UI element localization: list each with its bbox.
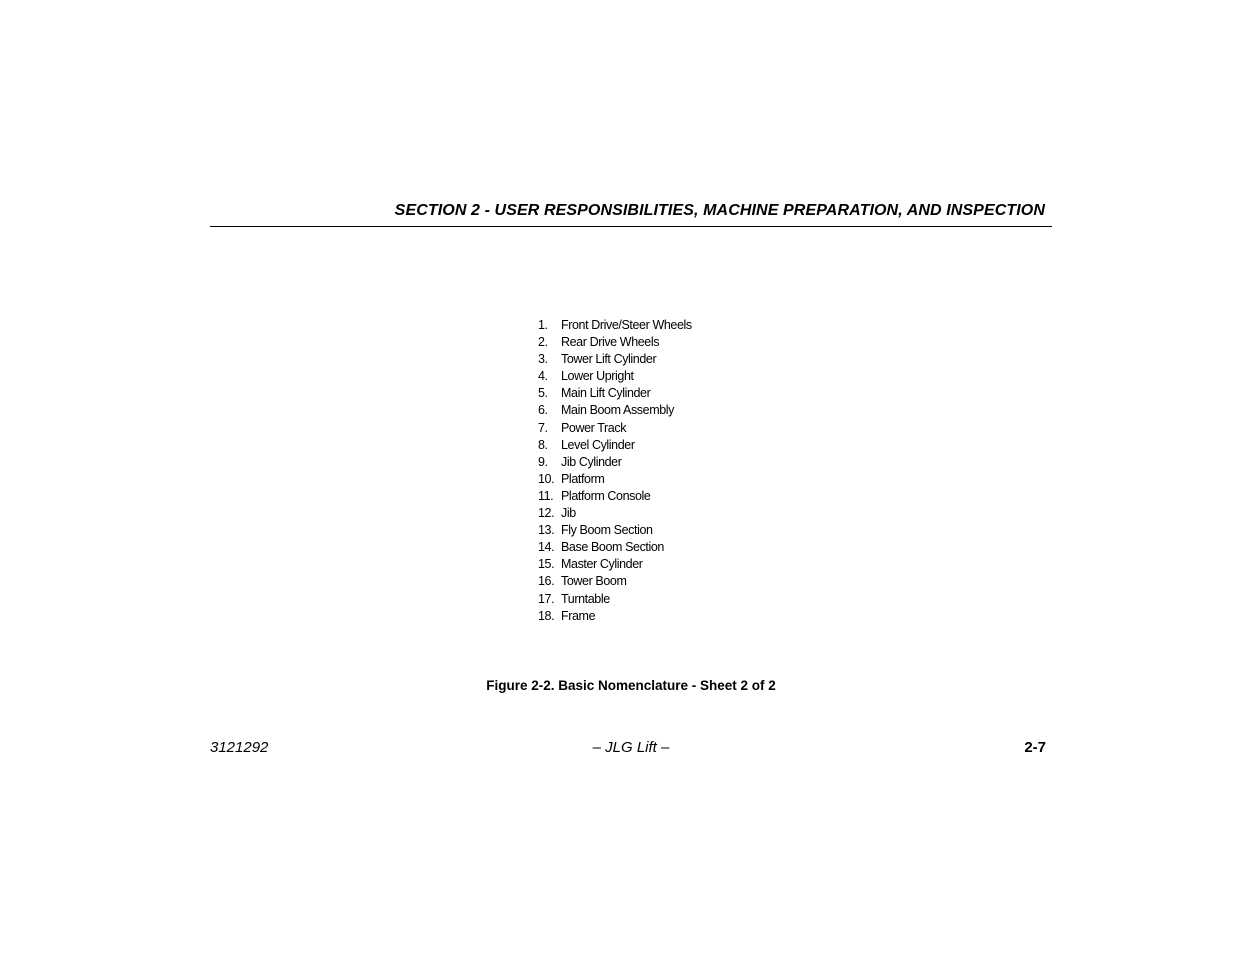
footer-page-number: 2-7 (1024, 739, 1046, 756)
legend-item (538, 591, 692, 608)
legend-item-number: 14. (538, 540, 555, 555)
legend-item-number: 16. (538, 574, 555, 589)
legend-item-label: Master Cylinder (561, 557, 643, 572)
legend-item-label: Main Boom Assembly (561, 403, 674, 418)
legend-item (538, 608, 692, 625)
legend-item (538, 454, 692, 471)
legend-item (538, 385, 692, 402)
legend-item-number: 5. (538, 386, 548, 401)
legend-item-label: Fly Boom Section (561, 523, 653, 538)
footer-center-text: – JLG Lift – (592, 739, 670, 756)
legend-item-label: Front Drive/Steer Wheels (561, 318, 692, 332)
legend-item-number: 8. (538, 437, 548, 452)
legend-item-label: Lower Upright (561, 369, 634, 384)
legend-item-number: 6. (538, 403, 548, 418)
legend-item-label: Tower Boom (561, 574, 627, 589)
legend-item (538, 402, 692, 419)
footer-doc-number: 3121292 (210, 739, 269, 756)
legend-item-label: Jib (561, 506, 576, 521)
legend-item (538, 556, 692, 573)
legend-item-label: Base Boom Section (561, 540, 664, 555)
legend-item (538, 351, 692, 368)
header-rule (210, 226, 1052, 227)
legend-item-number: 3. (538, 352, 548, 367)
legend-item-number: 13. (538, 523, 555, 538)
figure-caption: Figure 2-2. Basic Nomenclature - Sheet 2 of 2 (486, 678, 776, 693)
legend-item (538, 522, 692, 539)
legend-item (538, 488, 692, 505)
legend-item-label: Platform (561, 471, 605, 486)
legend-item (538, 573, 692, 590)
legend-item (538, 539, 692, 556)
legend-item-number: 4. (538, 369, 548, 384)
nomenclature-legend (538, 317, 692, 625)
legend-item (538, 437, 692, 454)
legend-item-number: 18. (538, 608, 555, 623)
legend-item-number: 15. (538, 557, 555, 572)
legend-item-number: 9. (538, 454, 548, 469)
legend-item-label: Rear Drive Wheels (561, 335, 660, 350)
legend-item-number: 11. (538, 488, 554, 503)
legend-item-number: 12. (538, 506, 555, 521)
legend-item-label: Level Cylinder (561, 437, 635, 452)
legend-item-number: 10. (538, 471, 555, 486)
legend-item-label: Jib Cylinder (561, 454, 622, 469)
legend-item-label: Tower Lift Cylinder (561, 352, 657, 367)
legend-item-number: 1. (538, 318, 548, 332)
legend-item (538, 368, 692, 385)
legend-item (538, 505, 692, 522)
legend-item (538, 334, 692, 351)
legend-item-label: Platform Console (561, 488, 651, 503)
legend-item-number: 2. (538, 335, 548, 350)
legend-item (538, 420, 692, 437)
legend-item-label: Power Track (561, 420, 627, 435)
section-header: SECTION 2 - USER RESPONSIBILITIES, MACHINE PREPARATION, AND INSPECTION (394, 202, 1045, 219)
legend-item-label: Main Lift Cylinder (561, 386, 651, 401)
legend-item-label: Frame (561, 608, 596, 623)
legend-item-number: 17. (538, 591, 555, 606)
legend-item-number: 7. (538, 420, 548, 435)
legend-item-label: Turntable (561, 591, 610, 606)
legend-item (538, 471, 692, 488)
legend-item (538, 317, 692, 334)
